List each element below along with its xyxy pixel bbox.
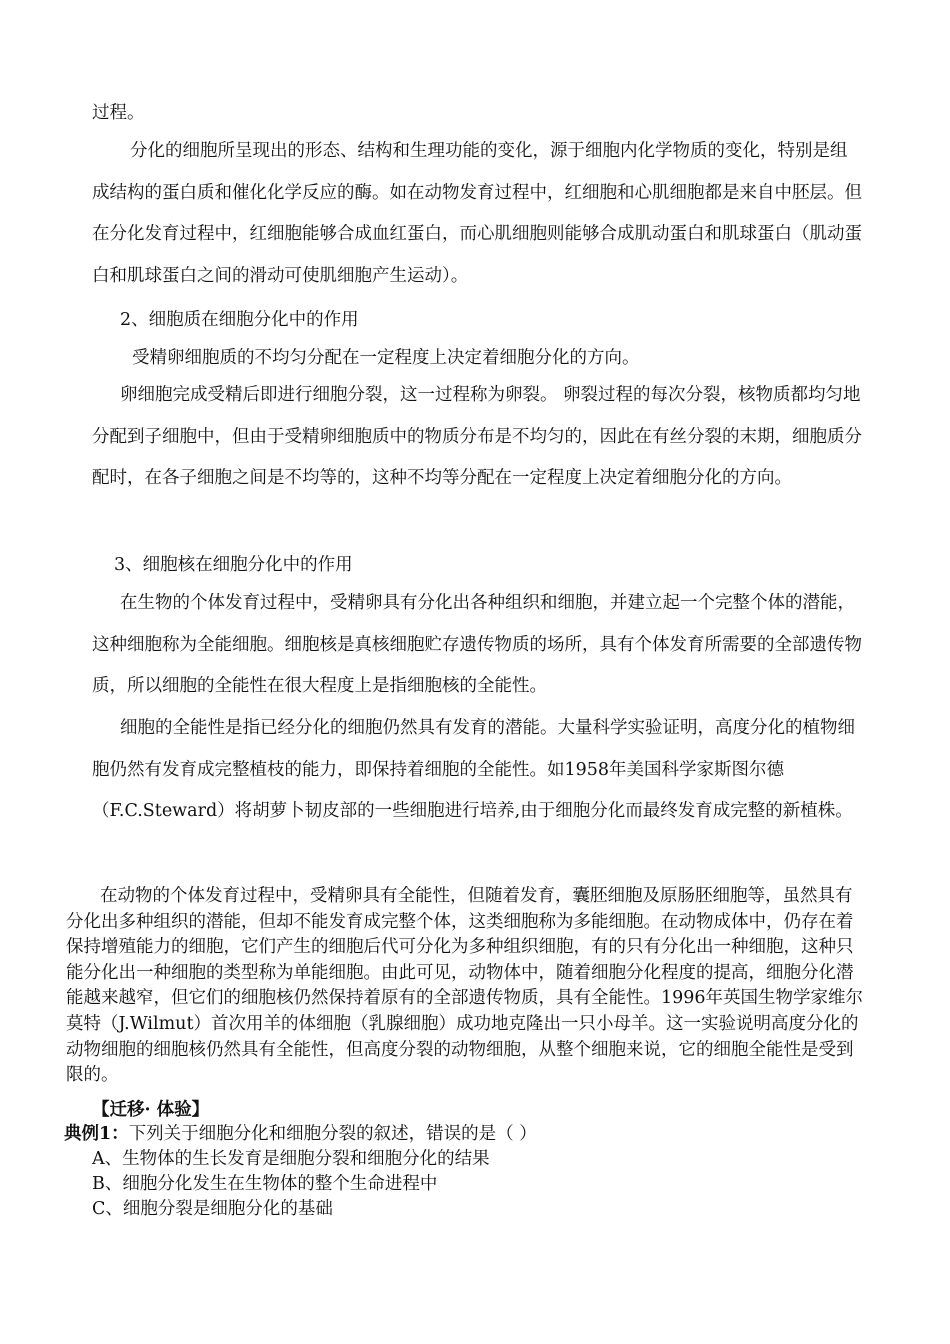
option-c: C、细胞分裂是细胞分化的基础 [92, 1199, 333, 1219]
paragraph-differentiation-changes: 分化的细胞所呈现出的形态、结构和生理功能的变化，源于细胞内化学物质的变化，特别是组成结构的蛋白质和催化化学反应的酶。如在动物发育过程中，红细胞和心肌细胞都是来自中胚层。但在分化发育过程中，红细胞能够合成血红蛋白，而心肌细胞则能够合成肌动蛋白和肌球蛋白（肌动蛋白和肌球蛋白之间的滑动可使肌细胞产生运动）。 [92, 141, 862, 286]
example-label: 典例1： [64, 1124, 129, 1144]
heading-cytoplasm-role: 2、细胞质在细胞分化中的作用 [120, 310, 359, 330]
paragraph-continuation: 过程。 [92, 103, 145, 123]
section-heading-practice: 【迁移· 体验】 [92, 1100, 210, 1120]
paragraph-cell-totipotency: 细胞的全能性是指已经分化的细胞仍然具有发育的潜能。大量科学实验证明，高度分化的植物细胞仍然有发育成完整植枝的能力，即保持着细胞的全能性。如1958年美国科学家斯图尔德（F.C.Steward）将胡萝卜韧皮部的一些细胞进行培养,由于细胞分化而最终发育成完整的新植株。 [92, 718, 855, 822]
heading-nucleus-role: 3、细胞核在细胞分化中的作用 [114, 555, 353, 575]
paragraph-cytoplasm-summary: 受精卵细胞质的不均匀分配在一定程度上决定着细胞分化的方向。 [132, 348, 640, 368]
paragraph-cleavage: 卵细胞完成受精后即进行细胞分裂，这一过程称为卵裂。 卵裂过程的每次分裂，核物质都均匀地分配到子细胞中，但由于受精卵细胞质中的物质分布是不均匀的，因此在有丝分裂的末期，细胞质分配时，在各子细胞之间是不均等的，这种不均等分配在一定程度上决定着细胞分化的方向。 [92, 385, 862, 489]
paragraph-animal-totipotency: 在动物的个体发育过程中，受精卵具有全能性，但随着发育，囊胚细胞及原肠胚细胞等，虽然具有分化出多种组织的潜能，但却不能发育成完整个体，这类细胞称为多能细胞。在动物成体中，仍存在着保持增殖能力的细胞，它们产生的细胞后代可分化为多种组织细胞，有的只有分化出一种细胞，这种只能分化出一种细胞的类型称为单能细胞。由此可见，动物体中，随着细胞分化程度的提高，细胞分化潜能越来越窄，但它们的细胞核仍然保持着原有的全部遗传物质，具有全能性。1996年英国生物学家维尔莫特（J.Wilmut）首次用羊的体细胞（乳腺细胞）成功地克隆出一只小母羊。这一实验说明高度分化的动物细胞的细胞核仍然具有全能性，但高度分裂的动物细胞，从整个细胞来说，它的细胞全能性是受到限的。 [66, 886, 864, 1086]
option-a: A、生物体的生长发育是细胞分裂和细胞分化的结果 [92, 1149, 490, 1169]
example-question-text: 下列关于细胞分化和细胞分裂的叙述，错误的是（ ） [128, 1124, 537, 1144]
example-question [64, 1122, 537, 1146]
paragraph-totipotent-cells: 在生物的个体发育过程中，受精卵具有分化出各种组织和细胞，并建立起一个完整个体的潜能，这种细胞称为全能细胞。细胞核是真核细胞贮存遗传物质的场所，具有个体发育所需要的全部遗传物质，所以细胞的全能性在很大程度上是指细胞核的全能性。 [92, 593, 862, 697]
option-b: B、细胞分化发生在生物体的整个生命进程中 [92, 1174, 438, 1194]
